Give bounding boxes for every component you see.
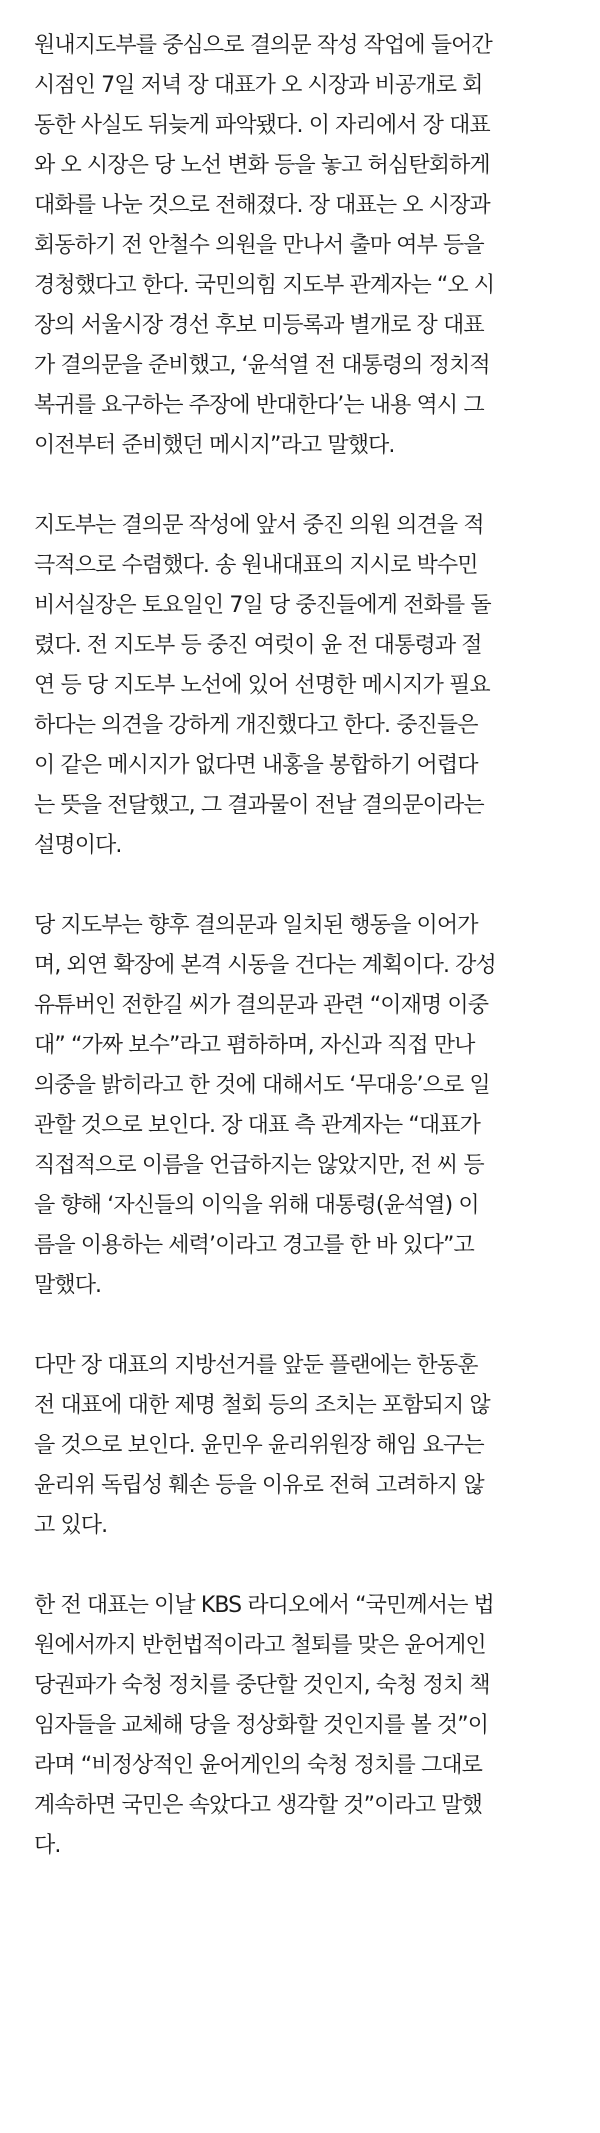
paragraph-line: 설명이다. bbox=[34, 833, 122, 858]
paragraph-line: 관할 것으로 보인다. 장 대표 측 관계자는 “대표가 bbox=[34, 1113, 480, 1138]
paragraph-gap bbox=[34, 866, 580, 906]
paragraph-line: 다만 장 대표의 지방선거를 앞둔 플랜에는 한동훈 bbox=[34, 1353, 478, 1378]
paragraph-line: 대” “가짜 보수”라고 폄하하며, 자신과 직접 만나 bbox=[34, 1033, 475, 1058]
paragraph-line: 고 있다. bbox=[34, 1513, 108, 1538]
paragraph-gap bbox=[34, 1306, 580, 1346]
paragraph-line: 말했다. bbox=[34, 1273, 102, 1298]
paragraph-line: 한 전 대표는 이날 KBS 라디오에서 “국민께서는 법 bbox=[34, 1593, 494, 1618]
paragraph-line: 윤리위 독립성 훼손 등을 이유로 전혀 고려하지 않 bbox=[34, 1473, 484, 1498]
paragraph-line: 는 뜻을 전달했고, 그 결과물이 전날 결의문이라는 bbox=[34, 793, 484, 818]
paragraph-line: 극적으로 수렴했다. 송 원내대표의 지시로 박수민 bbox=[34, 553, 478, 578]
article-paragraph bbox=[34, 26, 580, 466]
paragraph-line: 비서실장은 토요일인 7일 당 중진들에게 전화를 돌 bbox=[34, 593, 491, 618]
paragraph-line: 직접적으로 이름을 언급하지는 않았지만, 전 씨 등 bbox=[34, 1153, 484, 1178]
paragraph-gap bbox=[34, 1546, 580, 1586]
paragraph-line: 이 같은 메시지가 없다면 내홍을 봉합하기 어렵다 bbox=[34, 753, 478, 778]
paragraph-line: 임자들을 교체해 당을 정상화할 것인지를 볼 것”이 bbox=[34, 1713, 489, 1738]
paragraph-line: 대화를 나눈 것으로 전해졌다. 장 대표는 오 시장과 bbox=[34, 193, 490, 218]
paragraph-line: 연 등 당 지도부 노선에 있어 선명한 메시지가 필요 bbox=[34, 673, 490, 698]
paragraph-line: 름을 이용하는 세력’이라고 경고를 한 바 있다”고 bbox=[34, 1233, 474, 1258]
paragraph-line: 당권파가 숙청 정치를 중단할 것인지, 숙청 정치 책 bbox=[34, 1673, 490, 1698]
paragraph-line: 장의 서울시장 경선 후보 미등록과 별개로 장 대표 bbox=[34, 313, 484, 338]
paragraph-line: 라며 “비정상적인 윤어게인의 숙청 정치를 그대로 bbox=[34, 1753, 483, 1778]
paragraph-line: 이전부터 준비했던 메시지”라고 말했다. bbox=[34, 433, 395, 458]
paragraph-line: 유튜버인 전한길 씨가 결의문과 관련 “이재명 이중 bbox=[34, 993, 489, 1018]
paragraph-line: 가 결의문을 준비했고, ‘윤석열 전 대통령의 정치적 bbox=[34, 353, 490, 378]
paragraph-line: 원에서까지 반헌법적이라고 철퇴를 맞은 윤어게인 bbox=[34, 1633, 486, 1658]
paragraph-line: 렸다. 전 지도부 등 중진 여럿이 윤 전 대통령과 절 bbox=[34, 633, 482, 658]
paragraph-line: 원내지도부를 중심으로 결의문 작성 작업에 들어간 bbox=[34, 33, 492, 58]
paragraph-line: 복귀를 요구하는 주장에 반대한다’는 내용 역시 그 bbox=[34, 393, 484, 418]
paragraph-line: 시점인 7일 저녁 장 대표가 오 시장과 비공개로 회 bbox=[34, 73, 483, 98]
paragraph-line: 며, 외연 확장에 본격 시동을 건다는 계획이다. 강성 bbox=[34, 953, 496, 978]
article-paragraph bbox=[34, 1586, 580, 1866]
paragraph-line: 와 오 시장은 당 노선 변화 등을 놓고 허심탄회하게 bbox=[34, 153, 490, 178]
paragraph-line: 의중을 밝히라고 한 것에 대해서도 ‘무대응’으로 일 bbox=[34, 1073, 490, 1098]
article-body bbox=[34, 26, 580, 1866]
paragraph-line: 을 것으로 보인다. 윤민우 윤리위원장 해임 요구는 bbox=[34, 1433, 484, 1458]
paragraph-line: 지도부는 결의문 작성에 앞서 중진 의원 의견을 적 bbox=[34, 513, 484, 538]
paragraph-gap bbox=[34, 466, 580, 506]
paragraph-line: 계속하면 국민은 속았다고 생각할 것”이라고 말했 bbox=[34, 1793, 483, 1818]
paragraph-line: 하다는 의견을 강하게 개진했다고 한다. 중진들은 bbox=[34, 713, 478, 738]
paragraph-line: 당 지도부는 향후 결의문과 일치된 행동을 이어가 bbox=[34, 913, 478, 938]
article-paragraph bbox=[34, 1346, 580, 1546]
article-paragraph bbox=[34, 906, 580, 1306]
paragraph-line: 동한 사실도 뒤늦게 파악됐다. 이 자리에서 장 대표 bbox=[34, 113, 490, 138]
paragraph-line: 을 향해 ‘자신들의 이익을 위해 대통령(윤석열) 이 bbox=[34, 1193, 479, 1218]
paragraph-line: 다. bbox=[34, 1833, 61, 1858]
article-paragraph bbox=[34, 506, 580, 866]
paragraph-line: 전 대표에 대한 제명 철회 등의 조치는 포함되지 않 bbox=[34, 1393, 490, 1418]
paragraph-line: 경청했다고 한다. 국민의힘 지도부 관계자는 “오 시 bbox=[34, 273, 495, 298]
paragraph-line: 회동하기 전 안철수 의원을 만나서 출마 여부 등을 bbox=[34, 233, 484, 258]
